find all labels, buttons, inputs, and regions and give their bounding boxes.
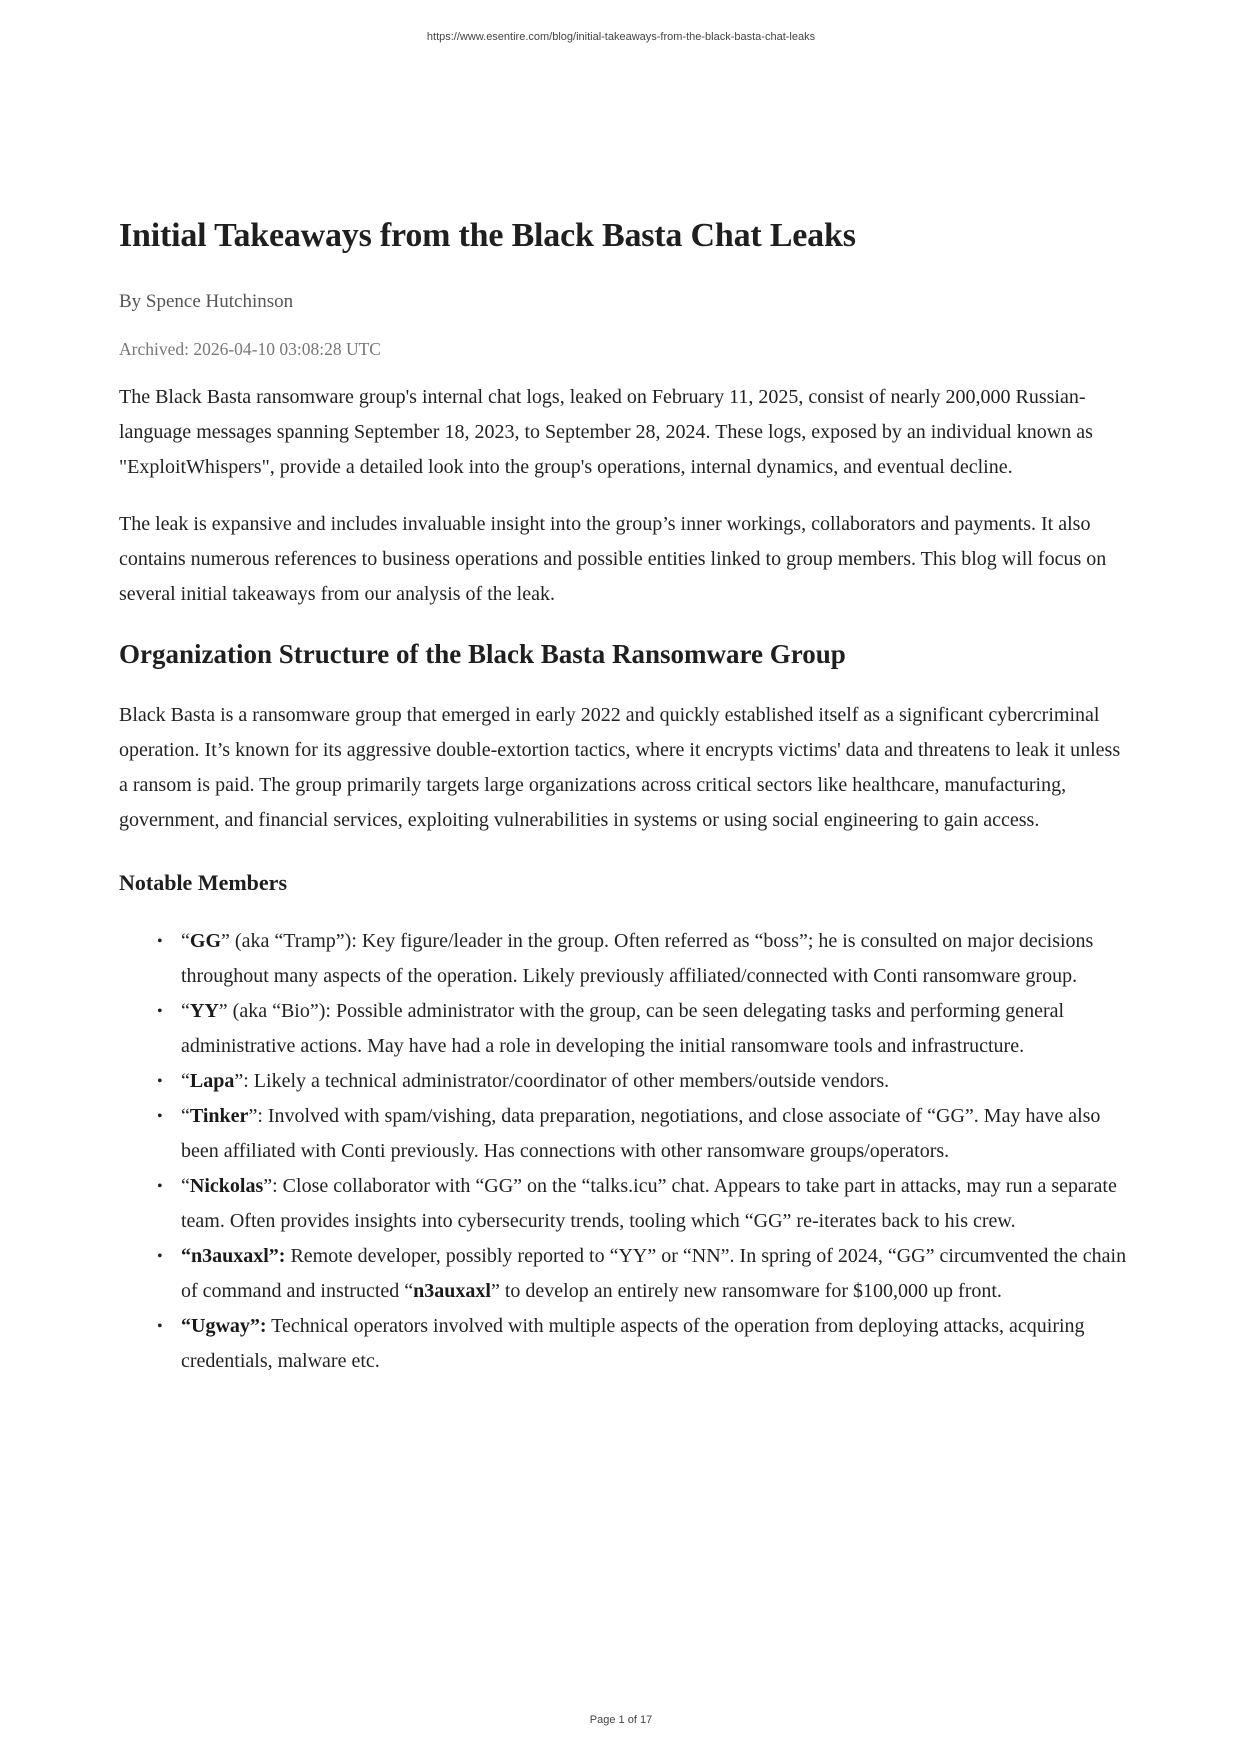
member-name: Nickolas xyxy=(189,1175,264,1197)
quote-open: “ xyxy=(181,1105,190,1127)
list-item xyxy=(157,994,1129,1064)
member-description: : Involved with spam/vishing, data preparation, negotiations, and close associate of “GG”. May have also been affiliated with Conti previously. Has connections with other ransomware groups/operators. xyxy=(181,1105,1101,1162)
member-name-inline: n3auxaxl xyxy=(413,1280,491,1302)
bullet-icon: • xyxy=(157,1073,163,1090)
intro-paragraph-2: The leak is expansive and includes invaluable insight into the group’s inner workings, collaborators and payments. It also contains numerous references to business operations and possible entities linked to group members. This blog will focus on several initial takeaways from our analysis of the leak. xyxy=(119,513,1107,605)
author-byline: By Spence Hutchinson xyxy=(119,291,294,312)
page-url-header: https://www.esentire.com/blog/initial-takeaways-from-the-black-basta-chat-leaks xyxy=(426,31,816,43)
list-item xyxy=(157,1099,1129,1169)
article-title: Initial Takeaways from the Black Basta Chat Leaks xyxy=(119,217,856,254)
member-description: Remote developer, possibly reported to “YY” or “NN”. In spring of 2024, “GG” circumvented the chain of command and instructed “ xyxy=(181,1245,1127,1302)
bullet-icon: • xyxy=(157,1003,163,1020)
list-item xyxy=(157,1309,1129,1379)
bullet-icon: • xyxy=(157,1318,163,1335)
quote-close: ” xyxy=(263,1175,273,1197)
quote-close: ” xyxy=(234,1070,244,1092)
member-description: (aka “Bio”): Possible administrator with the group, can be seen delegating tasks and performing general administrative actions. May have had a role in developing the initial ransomware tools and infrastructure. xyxy=(181,1000,1065,1057)
member-description: : Close collaborator with “GG” on the “talks.icu” chat. Appears to take part in attacks, may run a separate team. Often provides insights into cybersecurity trends, tooling which “GG” re-iterates back to his crew. xyxy=(181,1175,1117,1232)
member-name: Tinker xyxy=(189,1105,249,1127)
list-item xyxy=(157,1064,1129,1099)
members-list xyxy=(119,924,1129,1379)
member-name: GG xyxy=(189,930,222,952)
member-description: : Likely a technical administrator/coordinator of other members/outside vendors. xyxy=(243,1070,890,1092)
quote-open: “ xyxy=(181,1175,190,1197)
section-paragraph: Black Basta is a ransomware group that emerged in early 2022 and quickly established itself as a significant cybercriminal operation. It’s known for its aggressive double-extortion tactics, where it encrypts victims' data and threatens to leak it unless a ransom is paid. The group primarily targets large organizations across critical sectors like healthcare, manufacturing, government, and financial services, exploiting vulnerabilities in systems or using social engineering to gain access. xyxy=(119,704,1121,831)
member-description: (aka “Tramp”): Key figure/leader in the group. Often referred as “boss”; he is consulted on major decisions throughout many aspects of the operation. Likely previously affiliated/connected with Conti ransomware group. xyxy=(181,930,1094,987)
quote-close: ” xyxy=(218,1000,228,1022)
quote-open: “ xyxy=(181,1070,190,1092)
notable-members-heading: Notable Members xyxy=(119,870,288,895)
member-description: Technical operators involved with multiple aspects of the operation from deploying attacks, acquiring credentials, malware etc. xyxy=(181,1315,1085,1372)
member-name: “Ugway”: xyxy=(181,1315,267,1337)
list-item xyxy=(157,1169,1129,1239)
archived-timestamp: Archived: 2026-04-10 03:08:28 UTC xyxy=(119,339,381,359)
bullet-icon: • xyxy=(157,1178,163,1195)
article xyxy=(119,210,1129,1379)
bullet-icon: • xyxy=(157,1248,163,1265)
quote-close: ” xyxy=(248,1105,258,1127)
bullet-icon: • xyxy=(157,1108,163,1125)
quote-open: “ xyxy=(181,930,190,952)
member-name: Lapa xyxy=(189,1070,235,1092)
bullet-icon: • xyxy=(157,933,163,950)
quote-open: “ xyxy=(181,1000,190,1022)
list-item xyxy=(157,924,1129,994)
member-name: “n3auxaxl”: xyxy=(181,1245,286,1267)
member-name: YY xyxy=(189,1000,219,1022)
list-item xyxy=(157,1239,1129,1309)
page-indicator: Page 1 of 17 xyxy=(589,1714,653,1726)
member-description-continued: ” to develop an entirely new ransomware for $100,000 up front. xyxy=(490,1280,1002,1302)
section-heading: Organization Structure of the Black Basta Ransomware Group xyxy=(119,639,846,669)
intro-paragraph-1: The Black Basta ransomware group's internal chat logs, leaked on February 11, 2025, consist of nearly 200,000 Russian-language messages spanning September 18, 2023, to September 28, 2024. These logs, exposed by an individual known as "ExploitWhispers", provide a detailed look into the group's operations, internal dynamics, and eventual decline. xyxy=(119,386,1093,478)
quote-close: ” xyxy=(221,930,230,952)
